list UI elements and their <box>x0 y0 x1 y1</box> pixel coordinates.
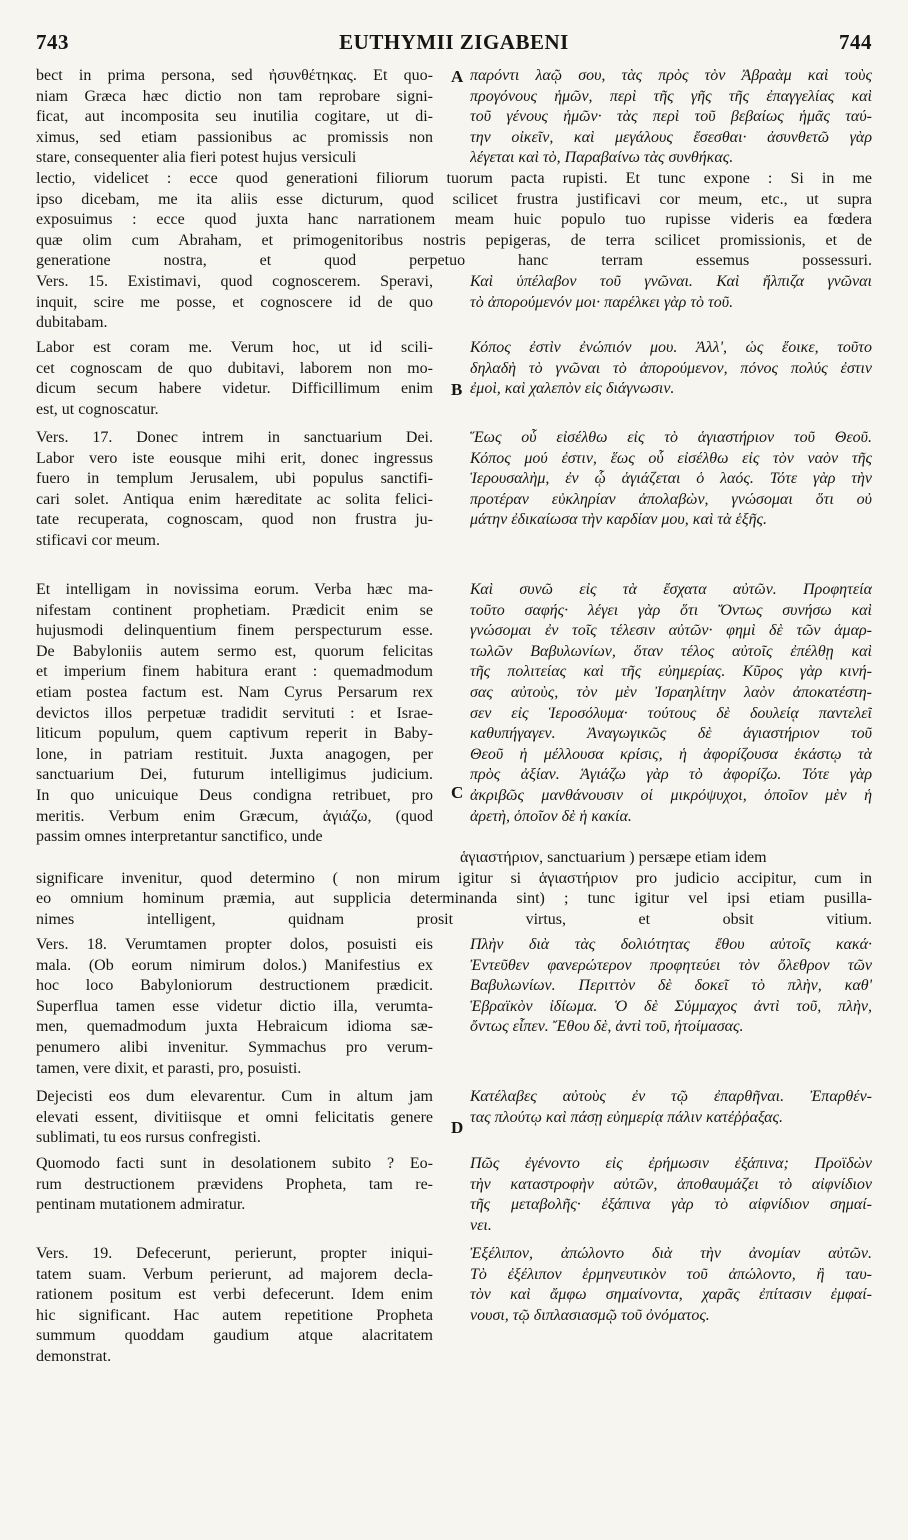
greek-line: λέγεται καὶ τὸ, Παραβαίνω τὰς συνθήκας. <box>470 149 734 167</box>
latin-line: pentinam mutationem admiratur. <box>36 1196 246 1214</box>
latin-line: hoc loco Babyloniorum destructionem prædicit. <box>36 977 433 995</box>
latin-line: ficat, aut incomposita seu inutilia cogitare, ut di- <box>36 108 433 126</box>
greek-line: Τὸ ἐξέλιπον ἑρμηνευτικὸν τοῦ ἀπώλοντο, ἢ ταυ- <box>470 1265 872 1283</box>
latin-line: ἁγιαστήριον, sanctuarium ) persæpe etiam idem <box>460 849 767 866</box>
greek-line: τωλῶν Βαβυλωνίων, ὅταν τέλος αὐτοῖς ἐπέλθῃ καὶ <box>470 642 872 660</box>
latin-line: De Babyloniis autem sermo est, quorum felicitas <box>36 642 433 660</box>
greek-column-block <box>470 935 872 1038</box>
latin-line: Vers. 15. Existimavi, quod cognoscerem. Speravi, <box>36 273 433 290</box>
greek-line: πρὸς ἀξίαν. Ἁγιάζω γὰρ τὸ ἀφορίζω. Τότε γὰρ <box>470 766 872 784</box>
greek-line: σας αὐτοὺς, τὸν μὲν Ἰσραηλίτην λαὸν ἀποκατέστη- <box>470 683 872 701</box>
latin-line: hic significant. Hac autem repetitione Propheta <box>36 1306 433 1324</box>
latin-line: Labor est coram me. Verum hoc, ut id scili- <box>36 339 433 356</box>
latin-line: nimes intelligent, quidnam prosit virtus, et obsit vitium. <box>36 910 872 928</box>
latin-line: men, quemadmodum juxta Hebraicum idioma sæ- <box>36 1018 433 1036</box>
latin-line: inquit, scire me posse, et cognoscere id de quo <box>36 293 433 311</box>
latin-line: significare invenitur, quod determino ( non mirum igitur si ἁγιαστήριον pro judicio accipitur, cum in <box>36 869 872 887</box>
latin-line: Vers. 18. Verumtamen propter dolos, posuisti eis <box>36 936 433 953</box>
latin-line: tamen, vere dixit, et parasti, pro, posuisti. <box>36 1059 302 1077</box>
latin-line: fuero in templum Jerusalem, ubi populus sanctifi- <box>36 470 433 488</box>
latin-line: stificavi cor meum. <box>36 531 160 549</box>
margin-marker-b: B <box>451 380 463 399</box>
greek-line: τῆς πολιτείας καὶ τῆς εὐημερίας. Κῦρος γὰρ κινή- <box>470 663 872 681</box>
greek-line: παρόντι λαῷ σου, τὰς πρὸς τὸν Ἀβραὰμ καὶ τοὺς <box>470 67 872 84</box>
greek-line: τὸν καὶ ἄμφω σημαίνοντα, χαρᾶς ἐπίτασιν ἐμφαί- <box>470 1286 872 1304</box>
latin-line: rum destructionem prævidens Propheta, tam re- <box>36 1175 433 1193</box>
greek-line: Κόπος μού ἐστιν, ἕως οὗ εἰσέλθω εἰς τὸν ναὸν τῆς <box>470 449 872 467</box>
latin-line: dubitabam. <box>36 314 108 332</box>
greek-lead-block <box>460 848 872 869</box>
greek-line: τῆς μεταβολῆς· ἐξάπινα γὰρ τὸ αἰφνίδιον σημαί- <box>470 1196 872 1214</box>
greek-line: ἐμοὶ, καὶ χαλεπὸν εἰς διάγνωσιν. <box>470 380 675 398</box>
greek-line: Κατέλαβες αὐτοὺς ἐν τῷ ἐπαρθῆναι. Ἐπαρθέν- <box>470 1088 872 1105</box>
greek-column-block <box>470 1154 872 1236</box>
greek-line: προγόνους ἡμῶν, περὶ τῆς γῆς τῆς ἐπαγγελίας καὶ <box>470 87 872 105</box>
latin-line: tatem suam. Verbum perierunt, ad majorem decla- <box>36 1265 433 1283</box>
latin-line: summum quoddam gaudium atque alacritatem <box>36 1327 433 1345</box>
latin-line: Et intelligam in novissima eorum. Verba hæc ma- <box>36 581 433 598</box>
greek-line: γνώσομαι ἐν τοῖς τέλεσιν αὐτῶν· φημὶ δὲ τῶν ἁμαρ- <box>470 622 872 640</box>
latin-line: elevati essent, divitiisque et omni felicitatis genere <box>36 1108 433 1126</box>
greek-line: ὄντως εἶπεν. Ἔθου δὲ, ἀντὶ τοῦ, ἡτοίμασας. <box>470 1018 744 1036</box>
latin-line: niam Græca hæc dictio non tam reprobare signi- <box>36 87 433 105</box>
latin-line: Vers. 17. Donec intrem in sanctuarium Dei. <box>36 429 433 446</box>
latin-line: cari solet. Antiqua enim hæreditate ac solita felici- <box>36 490 433 508</box>
greek-line: τὴν καταστροφὴν αὐτῶν, ἀποθαυμάζει τὸ αἰφνίδιον <box>470 1175 872 1193</box>
latin-line: rationem positum est verbi defecerunt. Idem enim <box>36 1286 433 1304</box>
latin-line: bect in prima persona, sed ἠσυνθέτηκας. Et quo- <box>36 67 433 84</box>
latin-line: exposuimus : ecce quod juxta hanc narrationem meam huic populo tuo rupisse videris ea fœdera <box>36 211 872 229</box>
latin-column-block <box>36 935 433 1079</box>
greek-line: Ἕως οὗ εἰσέλθω εἰς τὸ ἁγιαστήριον τοῦ Θεοῦ. <box>470 429 872 446</box>
greek-line: την οἰκεῖν, καὶ μεγάλους ἔσεσθαι· ἀσυνθετῶ γὰρ <box>470 128 872 146</box>
greek-line: Πλὴν διὰ τὰς δολιότητας ἔθου αὐτοῖς κακά· <box>470 936 872 953</box>
latin-line: stare, consequenter alia fieri potest hujus versiculi <box>36 149 357 167</box>
latin-line: ipso dicebam, me ita aliis esse dicturum, quod scilicet frustra justificavi cor meum, etc., ut supra <box>36 190 872 208</box>
latin-line: Quomodo facti sunt in desolationem subito ? Eo- <box>36 1155 433 1172</box>
latin-line: mala. (Ob eorum nimirum dolos.) Manifestius ex <box>36 956 433 974</box>
latin-line: lectio, videlicet : ecce quod generationi filiorum tuorum pacta rupisti. Et tunc expone : Si in me <box>36 170 872 187</box>
latin-column-block <box>36 272 433 334</box>
latin-line: ximus, sed etiam passionibus ac promissis non <box>36 128 433 146</box>
latin-line: eo omnium hominum præmia, aut supplicia determinanda sint) ; tunc igitur vel ipsi etiam pusilla- <box>36 890 872 908</box>
latin-line: sanctuarium Dei, futurum intelligimus judicium. <box>36 766 433 784</box>
margin-marker-c: C <box>451 783 464 802</box>
greek-line: Θεοῦ ἡ μέλλουσα κρίσις, ἡ ἀφορίζουσα ἑκάστῳ τὰ <box>470 745 872 763</box>
latin-line: penumero alibi invenitur. Symmachus pro verum- <box>36 1038 433 1056</box>
full-width-latin-block <box>36 869 872 931</box>
latin-column-block <box>36 580 433 848</box>
latin-column-block <box>36 1244 433 1368</box>
greek-column-block <box>470 580 872 827</box>
greek-line: Πῶς ἐγένοντο εἰς ἐρήμωσιν ἐξάπινα; Προϊδὼν <box>470 1155 872 1172</box>
greek-line: τοῦτο σαφής· λέγει γὰρ ὅτι Ὄντως συνήσω καὶ <box>470 601 872 619</box>
greek-column-block <box>470 1087 872 1128</box>
latin-line: In quo unicuique Deus condigna retribuet, pro <box>36 786 433 804</box>
latin-column-block <box>36 66 433 169</box>
greek-line: σεν εἰς Ἱεροσόλυμα· τούτους δὲ δουλείᾳ παντελεῖ <box>470 704 872 722</box>
greek-line: Ἑβραϊκὸν ἰδίωμα. Ὁ δὲ Σύμμαχος ἀντὶ τοῦ, πλὴν, <box>470 997 872 1015</box>
greek-line: τοῦ γένους ἡμῶν· τὰς περὶ τοῦ βεβαίως ἡμᾶς ταύ- <box>470 108 872 126</box>
latin-line: quæ olim cum Abraham, et primogenitoribus nostris pepigeras, de terra scilicet promissionis, et de <box>36 231 872 249</box>
greek-line: ἀκριβῶς μανθάνουσιν οἱ μικρόψυχοι, ὁποῖον μὲν ἡ <box>470 786 872 804</box>
greek-line: νει. <box>470 1216 492 1234</box>
greek-line: Ἐξέλιπον, ἀπώλοντο διὰ τὴν ἀνομίαν αὐτῶν. <box>470 1245 872 1262</box>
greek-line: τὸ ἀπορούμενόν μοι· παρέλκει γὰρ τὸ τοῦ. <box>470 293 734 311</box>
greek-line: μάτην ἐδικαίωσα τὴν καρδίαν μου, καὶ τὰ ἑξῆς. <box>470 511 768 529</box>
latin-line: lone, in patriam restituit. Juxta anagogen, per <box>36 745 433 763</box>
latin-line: Superflua tamen esse videtur dictio illa, verumta- <box>36 997 433 1015</box>
greek-line: Βαβυλωνίων. Περιττὸν δὲ δοκεῖ τὸ πλὴν, καθ' <box>470 977 872 995</box>
greek-line: ἀρετὴ, ὁποῖον δὲ ἡ κακία. <box>470 807 632 825</box>
greek-column-block <box>470 1244 872 1326</box>
full-width-latin-block <box>36 169 872 272</box>
latin-line: Vers. 19. Defecerunt, perierunt, propter iniqui- <box>36 1245 433 1262</box>
latin-line: Dejecisti eos dum elevarentur. Cum in altum jam <box>36 1088 433 1105</box>
latin-line: devictos illos perpetuæ tradidit servituti : et Israe- <box>36 704 433 722</box>
latin-line: tate recuperata, cognoscam, quod non frustra ju- <box>36 511 433 529</box>
greek-column-block <box>470 272 872 313</box>
margin-marker-d: D <box>451 1118 464 1137</box>
latin-line: generatione nostra, et quod perpetuo hanc terram essemus possessuri. <box>36 252 872 270</box>
greek-line: Κόπος ἐστὶν ἐνώπιόν μου. Ἀλλ', ὡς ἔοικε, τοῦτο <box>470 339 872 356</box>
greek-line: Ἐντεῦθεν φανερώτερον προφητεύει τὸν ὄλεθρον τῶν <box>470 956 872 974</box>
latin-line: cet cognoscam de quo dubitavi, laborem non mo- <box>36 359 433 377</box>
latin-line: demonstrat. <box>36 1347 112 1365</box>
right-page-number: 744 <box>839 30 872 54</box>
greek-line: καθυπήγαγεν. Ἀναγωγικῶς δὲ ἁγιαστήριον τοῦ <box>470 725 872 743</box>
latin-line: et imperium finem habitura erant : quemadmodum <box>36 663 433 681</box>
latin-column-block <box>36 1087 433 1149</box>
latin-column-block <box>36 1154 433 1216</box>
latin-line: est, ut cognoscatur. <box>36 400 159 418</box>
latin-line: passim omnes interpretantur sanctifico, unde <box>36 828 323 846</box>
latin-column-block <box>36 338 433 420</box>
margin-marker-a: A <box>451 67 464 86</box>
running-header <box>36 30 872 60</box>
greek-line: δηλαδὴ τὸ γνῶναι τὸ ἀπορούμενον, πόνος πολύς ἐστιν <box>470 359 872 377</box>
greek-column-block <box>470 66 872 169</box>
left-page-number: 743 <box>36 30 69 54</box>
greek-line: προτέραν εὐκληρίαν ἀπολαβὼν, γνώσομαι ὅτι οὐ <box>470 490 872 508</box>
latin-line: liticum populum, quem captivum reperit in Baby- <box>36 725 433 743</box>
latin-line: sublimati, tu eos rursus confregisti. <box>36 1129 261 1147</box>
greek-line: νουσι, τῷ διπλασιασμῷ τοῦ ὀνόματος. <box>470 1306 710 1324</box>
latin-line: dicum secum habere videtur. Difficillimum enim <box>36 380 433 398</box>
greek-line: Καὶ ὑπέλαβον τοῦ γνῶναι. Καὶ ἤλπιζα γνῶναι <box>470 273 872 290</box>
greek-line: Καὶ συνῶ εἰς τὰ ἔσχατα αὐτῶν. Προφητεία <box>470 581 872 598</box>
latin-line: nifestam continent prophetiam. Prædicit enim se <box>36 601 433 619</box>
latin-column-block <box>36 428 433 552</box>
latin-line: Labor vero iste eousque mihi erit, donec ingressus <box>36 449 433 467</box>
latin-line: hujusmodi delinquentium finem perspecturum esse. <box>36 622 433 640</box>
greek-column-block <box>470 338 872 400</box>
running-title: EUTHYMII ZIGABENI <box>339 30 569 54</box>
greek-line: τας πλούτῳ καὶ πάσῃ εὐημερίᾳ πάλιν κατέῤῥαξας. <box>470 1108 783 1126</box>
greek-line: Ἱερουσαλὴμ, ἐν ᾧ ἁγιάζεται ὁ λαός. Τότε γὰρ τὴν <box>470 470 872 488</box>
greek-column-block <box>470 428 872 531</box>
latin-line: etiam postea factum est. Nam Cyrus Persarum rex <box>36 683 433 701</box>
latin-line: meritis. Verbum enim Græcum, ἁγιάζω, (quod <box>36 807 433 825</box>
